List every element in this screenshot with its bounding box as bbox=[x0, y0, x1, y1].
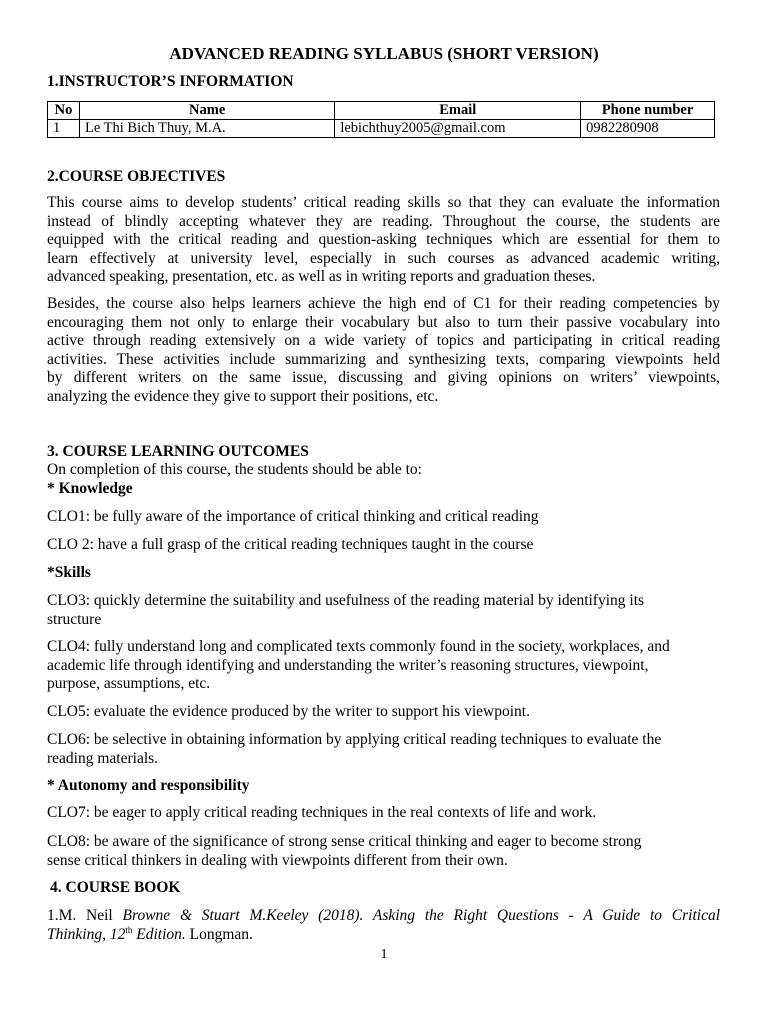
cell-name: Le Thi Bich Thuy, M.A. bbox=[79, 120, 334, 138]
objectives-paragraph-1 bbox=[47, 194, 720, 287]
clo2-item: CLO 2: have a full grasp of the critical reading techniques taught in the course bbox=[47, 536, 534, 553]
knowledge-heading: * Knowledge bbox=[47, 480, 133, 497]
clo8-item bbox=[47, 833, 720, 870]
text-line: activities. These activities include summarizing and synthesizing texts, comparing viewpoints held bbox=[47, 350, 720, 368]
clo1-item: CLO1: be fully aware of the importance of critical thinking and critical reading bbox=[47, 508, 539, 525]
text-line: sense critical thinkers in dealing with viewpoints different from their own. bbox=[47, 851, 508, 869]
cell-no: 1 bbox=[48, 120, 80, 138]
course-book-heading: 4. COURSE BOOK bbox=[50, 879, 181, 896]
skills-heading: *Skills bbox=[47, 564, 91, 581]
table-header-row bbox=[48, 102, 715, 120]
clo4-item bbox=[47, 638, 720, 694]
page-title: ADVANCED READING SYLLABUS (SHORT VERSION) bbox=[169, 44, 599, 63]
text-line: learn effectively at university level, especially in such courses as advanced academic writing, bbox=[47, 249, 720, 267]
text-line: equipped with the critical reading and question-asking techniques which are essential for them to bbox=[47, 231, 720, 249]
outcomes-heading: 3. COURSE LEARNING OUTCOMES bbox=[47, 443, 309, 460]
ref-edition: Edition. bbox=[132, 925, 186, 943]
cell-phone: 0982280908 bbox=[581, 120, 715, 138]
text-line: purpose, assumptions, etc. bbox=[47, 675, 211, 693]
text-line: reading materials. bbox=[47, 749, 159, 767]
text-line: advanced speaking, presentation, etc. as well as in writing reports and graduation theses. bbox=[47, 268, 596, 286]
objectives-paragraph-2 bbox=[47, 295, 720, 407]
text-line: instead of blindly accepting whatever they are reading. Throughout the course, the students are bbox=[47, 212, 720, 230]
instructor-heading: 1.INSTRUCTOR’S INFORMATION bbox=[47, 73, 294, 90]
table-row bbox=[48, 120, 715, 138]
col-header-no: No bbox=[48, 102, 80, 120]
text-line bbox=[47, 907, 720, 926]
col-header-name: Name bbox=[79, 102, 334, 120]
col-header-phone: Phone number bbox=[581, 102, 715, 120]
text-line: analyzing the evidence they give to support their positions, etc. bbox=[47, 387, 439, 405]
text-line: encouraging them not only to enlarge their vocabulary but also to turn their passive vocabulary into bbox=[47, 313, 720, 331]
autonomy-heading: * Autonomy and responsibility bbox=[47, 777, 250, 794]
clo7-item: CLO7: be eager to apply critical reading techniques in the real contexts of life and work. bbox=[47, 804, 597, 821]
ref-authors-title: Browne & Stuart M.Keeley (2018). Asking the Right Questions - A Guide to Critical bbox=[122, 907, 721, 924]
text-line: CLO6: be selective in obtaining information by applying critical reading techniques to evaluate the bbox=[47, 731, 662, 748]
text-line: academic life through identifying and understanding the writer’s reasoning structures, viewpoint, bbox=[47, 656, 649, 674]
clo6-item bbox=[47, 731, 720, 768]
text-line: This course aims to develop students’ critical reading skills so that they can evaluate the information bbox=[47, 194, 720, 211]
text-line bbox=[47, 926, 720, 945]
text-line: CLO8: be aware of the significance of strong sense critical thinking and eager to become strong bbox=[47, 833, 642, 850]
text-line: Besides, the course also helps learners achieve the high end of C1 for their reading competencies by bbox=[47, 295, 720, 312]
instructor-table bbox=[47, 101, 715, 138]
clo5-item: CLO5: evaluate the evidence produced by the writer to support his viewpoint. bbox=[47, 703, 530, 720]
text-line: by different writers on the same issue, discussing and giving opinions on writers’ viewpoints, bbox=[47, 369, 720, 387]
text-line: CLO3: quickly determine the suitability and usefulness of the reading material by identifying its bbox=[47, 592, 645, 609]
outcomes-intro: On completion of this course, the students should be able to: bbox=[47, 461, 422, 478]
text-line: structure bbox=[47, 610, 102, 628]
text-line: active through reading extensively on a wide variety of topics and participating in critical reading bbox=[47, 332, 720, 350]
objectives-heading: 2.COURSE OBJECTIVES bbox=[47, 168, 226, 185]
page-number: 1 bbox=[380, 947, 388, 962]
cell-email: lebichthuy2005@gmail.com bbox=[335, 120, 581, 138]
ref-title-cont: Thinking, 12 bbox=[47, 925, 126, 943]
ref-publisher: Longman. bbox=[185, 925, 253, 943]
book-reference bbox=[47, 907, 720, 944]
clo3-item bbox=[47, 592, 720, 629]
text-line: CLO4: fully understand long and complicated texts commonly found in the society, workplaces, and bbox=[47, 638, 670, 655]
col-header-email: Email bbox=[335, 102, 581, 120]
ref-prefix: 1.M. Neil bbox=[47, 907, 123, 924]
ref-superscript: th bbox=[125, 924, 133, 935]
